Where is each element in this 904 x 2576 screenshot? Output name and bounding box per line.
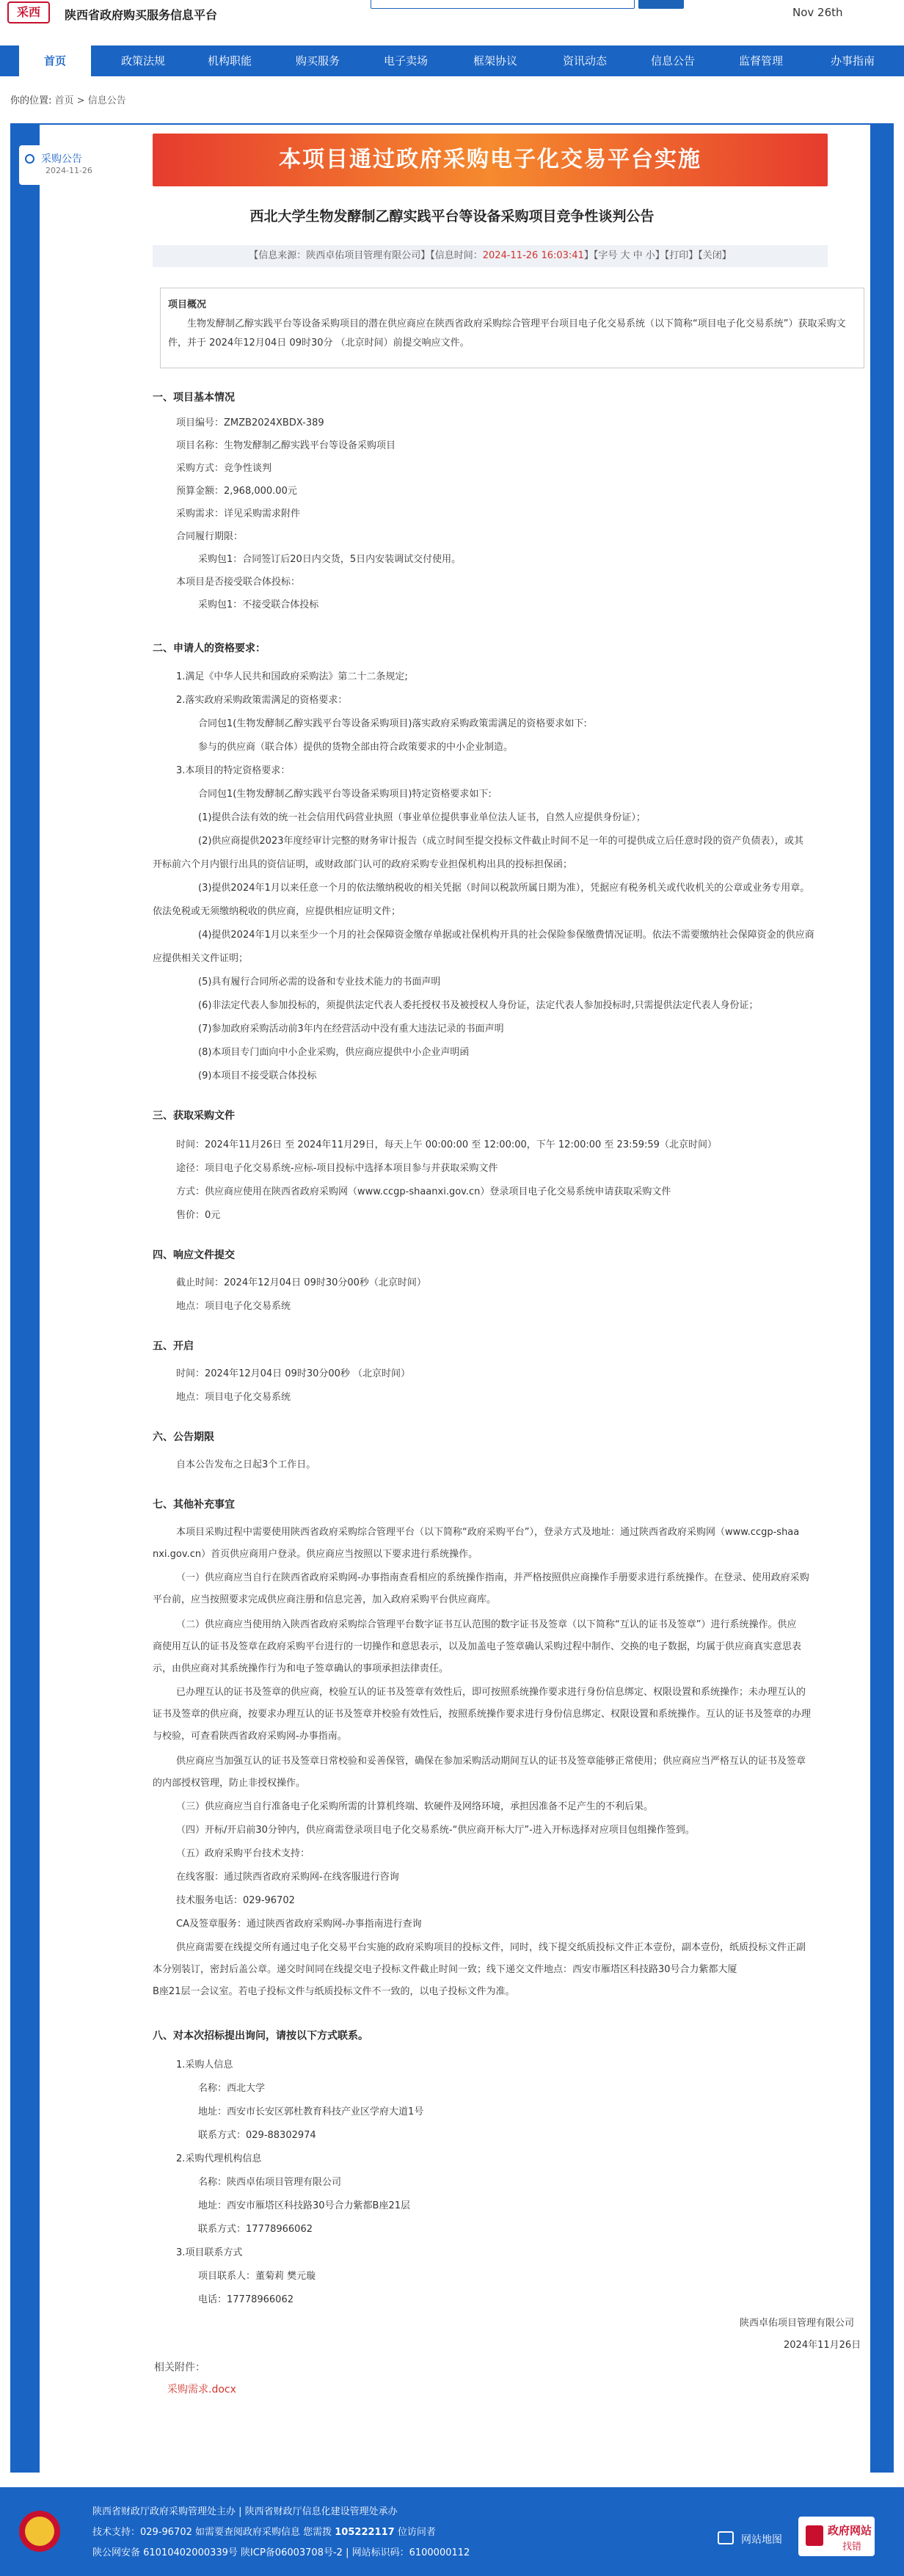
circle-icon — [25, 154, 34, 164]
qual-line: 合同包1(生物发酵制乙醇实践平台等设备采购项目)落实政府采购政策需满足的资格要求如下: — [198, 718, 587, 729]
contact-line: 3.项目联系方式 — [176, 2247, 243, 2258]
nav-item-home[interactable]: 首页 — [19, 45, 91, 76]
other-line: 平台前，应当按照要求完成供应商注册和信息完善，加入政府采购平台供应商库。 — [153, 1594, 497, 1605]
search-input[interactable] — [371, 0, 635, 9]
other-line: （五）政府采购平台技术支持： — [176, 1848, 310, 1859]
footer — [0, 2487, 904, 2576]
current-date: Nov 26th — [792, 6, 843, 19]
top-bar — [0, 0, 904, 25]
submit-line: 地点：项目电子化交易系统 — [176, 1301, 291, 1312]
platform-banner: 本项目通过政府采购电子化交易平台实施 — [153, 134, 828, 186]
page-title: 西北大学生物发酵制乙醇实践平台等设备采购项目竞争性谈判公告 — [249, 208, 655, 225]
left-side-strip — [10, 123, 40, 2473]
attachment-link[interactable]: 采购需求.docx — [167, 2384, 236, 2396]
contact-line: 名称：陕西卓佑项目管理有限公司 — [198, 2177, 342, 2188]
site-logo[interactable]: 采西 — [7, 1, 50, 23]
other-line: 商使用互认的证书及签章在政府采购平台进行的一切操作和意思表示，以及加盖电子签章确认采购过程中制作、交换的电子数据，均属于供应商真实意思表 — [153, 1641, 802, 1652]
qual-line: (7)参加政府采购活动前3年内在经营活动中没有重大违法记录的书面声明 — [198, 1024, 504, 1035]
other-line: 示，由供应商对其系统操作行为和电子签章确认的事项承担法律责任。 — [153, 1663, 449, 1674]
footer-support-text: 技术支持：029-96702 如需要查阅政府采购信息 您需拨 — [92, 2527, 335, 2538]
other-line: （四）开标/开启前30分钟内，供应商需登录项目电子化交易系统-“供应商开标大厅”-进入开标选择对应项目包组操作签到。 — [176, 1825, 695, 1836]
category-date: 2024-11-26 — [45, 166, 92, 175]
qual-line: 依法免税或无须缴纳税收的供应商，应提供相应证明文件； — [153, 906, 401, 917]
open-line: 时间：2024年12月04日 09时30分00秒 （北京时间） — [176, 1368, 411, 1379]
footer-icp[interactable]: 陕公网安备 61010402000339号 陕ICP备06003708号-2 | 网站标识码：6100000112 — [92, 2547, 470, 2558]
contact-line: 名称：西北大学 — [198, 2083, 266, 2094]
footer-support-suffix: 位访问者 — [394, 2527, 436, 2538]
basic-line: 项目名称：生物发酵制乙醇实践平台等设备采购项目 — [176, 440, 396, 451]
info-source: 【信息来源：陕西卓佑项目管理有限公司】【信息时间： — [249, 250, 483, 261]
qual-line: (5)具有履行合同所必需的设备和专业技术能力的书面声明 — [198, 977, 441, 988]
nav-item-notice[interactable]: 信息公告 — [650, 54, 695, 67]
other-line: 本分别装订，密封后盖公章。递交时间同在线提交电子投标文件截止时间一致；线下递交文件地点：西安市雁塔区科技路30号合力紫都大厦 — [153, 1964, 737, 1975]
qual-line: (9)本项目不接受联合体投标 — [198, 1070, 317, 1081]
contact-line: 电话：17778966062 — [198, 2294, 294, 2305]
qual-line: 开标前六个月内银行出具的资信证明，或财政部门认可的政府采购专业担保机构出具的投标担保函； — [153, 859, 573, 870]
other-line: CA及签章服务：通过陕西省政府采购网-办事指南进行查询 — [176, 1919, 422, 1930]
section-heading: 八、对本次招标提出询问，请按以下方式联系。 — [153, 2030, 368, 2042]
gov-site-error-badge[interactable] — [798, 2517, 875, 2556]
other-line: 已办理互认的证书及签章的供应商，校验互认的证书及签章有效性后，即可按照系统操作要求进行身份信息绑定、权限设置和系统操作；未办理互认的 — [176, 1687, 806, 1698]
qual-line: (6)非法定代表人参加投标的，须提供法定代表人委托授权书及被授权人身份证，法定代表人参加投标时,只需提供法定代表人身份证； — [198, 1000, 759, 1011]
basic-line: 采购方式：竞争性谈判 — [176, 463, 272, 474]
section-heading: 七、其他补充事宜 — [153, 1499, 235, 1511]
signature-org: 陕西卓佑项目管理有限公司 — [740, 2318, 855, 2329]
qual-line: (3)提供2024年1月以来任意一个月的依法缴纳税收的相关凭据（时间以税款所属日期为准），凭据应有税务机关或代收机关的公章或业务专用章。 — [198, 883, 810, 894]
breadcrumb — [10, 92, 126, 106]
summary-text: 生物发酵制乙醇实践平台等设备采购项目的潜在供应商应在陕西省政府采购综合管理平台项目电子化交易系统（以下简称“项目电子化交易系统”）获取采购文件，并于 2024年12月04日 09时30分 （北京时间）前提交响应文件。 — [168, 318, 846, 349]
breadcrumb-path[interactable]: 首页 > 信息公告 — [54, 95, 126, 106]
qual-line: 合同包1(生物发酵制乙醇实践平台等设备采购项目)特定资格要求如下: — [198, 789, 492, 800]
qual-line: (8)本项目专门面向中小企业采购，供应商应提供中小企业声明函 — [198, 1047, 470, 1058]
nav-item-org[interactable]: 机构职能 — [207, 54, 252, 67]
info-time: 2024-11-26 16:03:41 — [482, 250, 584, 261]
qual-line: 应提供相关文件证明； — [153, 953, 249, 964]
other-line: 与校验，可查看陕西省政府采购网-办事指南。 — [153, 1731, 347, 1742]
section-heading: 二、申请人的资格要求： — [153, 643, 266, 654]
contact-line: 2.采购代理机构信息 — [176, 2153, 262, 2164]
nav-item-framework[interactable]: 框架协议 — [473, 54, 517, 67]
basic-line: 本项目是否接受联合体投标： — [176, 577, 301, 588]
nav-item-guide[interactable]: 办事指南 — [830, 54, 875, 67]
info-bar — [153, 245, 828, 267]
category-label: 采购公告 — [41, 153, 82, 165]
obtain-line: 售价：0元 — [176, 1210, 221, 1221]
badge-icon — [806, 2525, 823, 2546]
sitemap-icon[interactable] — [718, 2531, 734, 2544]
other-line: 供应商应当加强互认的证书及签章日常校验和妥善保管，确保在参加采购活动期间互认的证书及签章能够正常使用；供应商应当严格互认的证书及签章 — [176, 1756, 806, 1767]
contact-line: 联系方式：17778966062 — [198, 2224, 313, 2235]
sitemap-link[interactable]: 网站地图 — [741, 2534, 782, 2546]
project-summary-box — [160, 288, 864, 368]
section-heading: 四、响应文件提交 — [153, 1249, 235, 1261]
section-heading: 六、公告期限 — [153, 1431, 214, 1443]
category-card[interactable] — [19, 145, 98, 185]
visitor-count: 105222117 — [335, 2527, 395, 2538]
other-line: 供应商需要在线提交所有通过电子化交易平台实施的政府采购项目的投标文件，同时，线下提交纸质投标文件正本壹份，副本壹份，纸质投标文件正副 — [176, 1942, 806, 1953]
summary-heading: 项目概况 — [168, 299, 207, 310]
section-heading: 一、项目基本情况 — [153, 392, 235, 404]
badge-subtitle: 找错 — [842, 2542, 862, 2553]
signature-date: 2024年11月26日 — [784, 2340, 861, 2351]
footer-sponsor: 陕西省财政厅政府采购管理处主办 | 陕西省财政厅信息化建设管理处承办 — [92, 2506, 398, 2517]
contact-line: 项目联系人：董菊莉 樊元璇 — [198, 2271, 316, 2282]
other-line: （二）供应商应当使用纳入陕西省政府采购综合管理平台数字证书互认范围的数字证书及签章（以下简称“互认的证书及签章”）进行系统操作。供应 — [176, 1619, 797, 1630]
emblem-icon — [19, 2511, 60, 2552]
qual-line: 2.落实政府采购政策需满足的资格要求： — [176, 695, 348, 706]
other-line: 的内部授权管理，防止非授权操作。 — [153, 1778, 306, 1789]
qual-line: 1.满足《中华人民共和国政府采购法》第二十二条规定; — [176, 671, 408, 682]
qual-line: (2)供应商提供2023年度经审计完整的财务审计报告（成立时间至提交投标文件截止时间不足一年的可提供成立后任意时段的资产负债表），或其 — [198, 836, 803, 847]
basic-line: 采购包1：合同签订后20日内交货，5日内安装调试交付使用。 — [198, 554, 462, 565]
basic-line: 预算金额：2,968,000.00元 — [176, 486, 297, 497]
qual-line: (4)提供2024年1月以来至少一个月的社会保障资金缴存单据或社保机构开具的社会保险参保缴费情况证明。依法不需要缴纳社会保障资金的供应商 — [198, 930, 814, 941]
open-line: 地点：项目电子化交易系统 — [176, 1392, 291, 1403]
breadcrumb-label: 你的位置: — [10, 95, 52, 106]
nav-item-purchase[interactable]: 购买服务 — [295, 54, 340, 67]
obtain-line: 方式：供应商应使用在陕西省政府采购网（www.ccgp-shaanxi.gov.cn）登录项目电子化交易系统申请获取采购文件 — [176, 1186, 671, 1197]
nav-item-supervision[interactable]: 监督管理 — [738, 54, 783, 67]
site-title: 陕西省政府购买服务信息平台 — [65, 10, 218, 22]
section-heading: 三、获取采购文件 — [153, 1110, 235, 1122]
basic-line: 合同履行期限： — [176, 531, 244, 542]
attachment-label: 相关附件： — [154, 2362, 205, 2374]
section-heading: 五、开启 — [153, 1340, 194, 1352]
other-line: （一）供应商应当自行在陕西省政府采购网-办事指南查看相应的系统操作指南，并严格按照供应商操作手册要求进行系统操作。在登录、使用政府采购 — [176, 1572, 809, 1583]
content-top-border — [10, 123, 894, 125]
obtain-line: 时间：2024年11月26日 至 2024年11月29日，每天上午 00:00:00 至 12:00:00，下午 12:00:00 至 23:59:59（北京时间） — [176, 1139, 717, 1150]
contact-line: 地址：西安市雁塔区科技路30号合力紫都B座21层 — [198, 2200, 411, 2211]
other-line: B座21层一会议室。若电子投标文件与纸质投标文件不一致的，以电子投标文件为准。 — [153, 1986, 515, 1997]
submit-line: 截止时间：2024年12月04日 09时30分00秒（北京时间） — [176, 1277, 426, 1288]
contact-line: 1.采购人信息 — [176, 2059, 233, 2070]
contact-line: 联系方式：029-88302974 — [198, 2130, 316, 2141]
qual-line: 参与的供应商（联合体）提供的货物全部由符合政策要求的中小企业制造。 — [198, 742, 514, 753]
nav-item-mall[interactable]: 电子卖场 — [383, 54, 428, 67]
info-actions[interactable]: 】【字号 大 中 小】【打印】【关闭】 — [583, 250, 732, 261]
basic-line: 项目编号：ZMZB2024XBDX-389 — [176, 417, 324, 428]
search-button[interactable] — [638, 0, 684, 9]
other-line: 技术服务电话：029-96702 — [176, 1895, 295, 1906]
other-line: 证书及签章的供应商，按要求办理互认的证书及签章并校验有效性后，按照系统操作要求进行身份信息绑定、权限设置和系统操作。互认的证书及签章的办理 — [153, 1709, 812, 1720]
badge-title: 政府网站 — [828, 2524, 872, 2537]
contact-line: 地址：西安市长安区郭杜教育科技产业区学府大道1号 — [198, 2106, 424, 2117]
nav-item-policy[interactable]: 政策法规 — [120, 54, 165, 67]
main-nav — [0, 45, 904, 76]
other-line: nxi.gov.cn）首页供应商用户登录。供应商应当按照以下要求进行系统操作。 — [153, 1549, 478, 1560]
other-line: 本项目采购过程中需要使用陕西省政府采购综合管理平台（以下简称“政府采购平台”），登录方式及地址：通过陕西省政府采购网（www.ccgp-shaa — [176, 1527, 800, 1538]
footer-support — [92, 2524, 436, 2538]
basic-line: 采购需求：详见采购需求附件 — [176, 508, 301, 519]
qual-line: (1)提供合法有效的统一社会信用代码营业执照（事业单位提供事业单位法人证书，自然人应提供身份证）； — [198, 812, 646, 823]
term-line: 自本公告发布之日起3个工作日。 — [176, 1459, 316, 1470]
obtain-line: 途径：项目电子化交易系统-应标-项目投标中选择本项目参与并获取采购文件 — [176, 1163, 498, 1174]
basic-line: 采购包1：不接受联合体投标 — [198, 599, 319, 610]
other-line: （三）供应商应当自行准备电子化采购所需的计算机终端、软硬件及网络环境，承担因准备不足产生的不利后果。 — [176, 1801, 654, 1812]
other-line: 在线客服：通过陕西省政府采购网-在线客服进行咨询 — [176, 1872, 399, 1883]
qual-line: 3.本项目的特定资格要求： — [176, 765, 291, 776]
nav-item-news[interactable]: 资讯动态 — [562, 54, 607, 67]
